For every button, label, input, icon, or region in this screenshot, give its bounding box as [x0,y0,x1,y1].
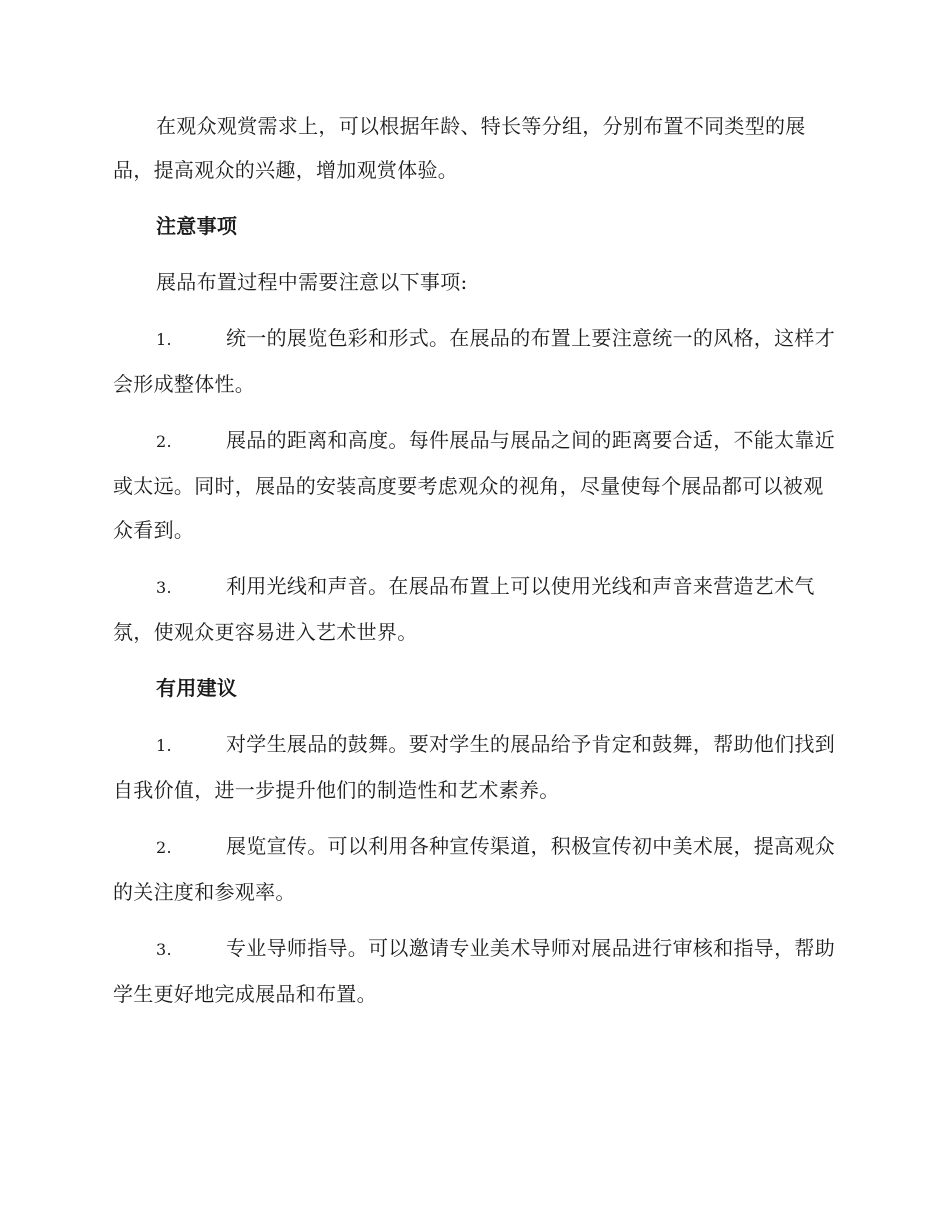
advice-heading: 有用建议 [156,676,238,700]
list-number: 2. [156,838,172,857]
notes-item-2 [113,418,835,552]
list-item-text: 利用光线和声音。在展品布置上可以使用光线和声音来营造艺术气氛，使观众更容易进入艺术世界。 [113,574,815,644]
advice-item-3 [113,926,835,1016]
notes-lead-paragraph: 展品布置过程中需要注意以下事项: [156,270,468,294]
list-number: 3. [156,940,172,959]
list-item-text: 展品的距离和高度。每件展品与展品之间的距离要合适，不能太靠近或太远。同时，展品的安装高度要考虑观众的视角，尽量使每个展品都可以被观众看到。 [113,428,835,542]
list-item-text: 专业导师指导。可以邀请专业美术导师对展品进行审核和指导，帮助学生更好地完成展品和布置。 [113,936,835,1006]
list-item-text: 展览宣传。可以利用各种宣传渠道，积极宣传初中美术展，提高观众的关注度和参观率。 [113,834,835,904]
intro-paragraph: 在观众观赏需求上，可以根据年龄、特长等分组，分别布置不同类型的展品，提高观众的兴趣，增加观赏体验。 [113,114,806,182]
notes-item-1 [113,316,835,406]
list-number: 2. [156,432,172,451]
list-item-text: 对学生展品的鼓舞。要对学生的展品给予肯定和鼓舞，帮助他们找到自我价值，进一步提升他们的制造性和艺术素养。 [113,732,835,802]
advice-item-2 [113,824,835,914]
advice-item-1 [113,722,835,812]
notes-item-3 [113,564,835,654]
list-item-text: 统一的展览色彩和形式。在展品的布置上要注意统一的风格，这样才会形成整体性。 [113,326,835,396]
list-number: 3. [156,578,172,597]
list-number: 1. [156,736,172,755]
notes-heading: 注意事项 [156,214,238,238]
document-page [113,104,835,1028]
list-number: 1. [156,330,172,349]
